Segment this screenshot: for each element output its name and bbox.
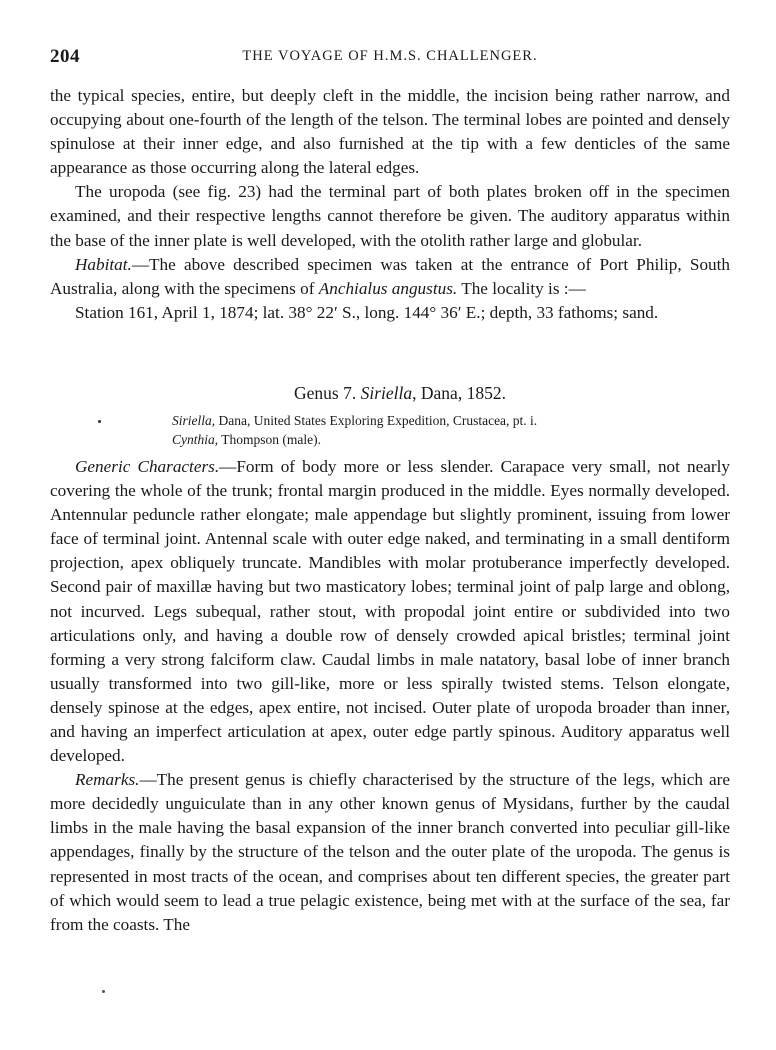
generic-characters-label: Generic Characters. — [75, 456, 220, 476]
paragraph-telson-continuation: the typical species, entire, but deeply cleft in the middle, the incision being rather narrow, and occupying about one-fourth of the length of the telson. The terminal lobes are pointed and densely spinulose at their inner edge, and also furnished at the tip with a few denticles of the same appearance as those occurring along the lateral edges. — [50, 86, 730, 178]
page-number: 204 — [50, 46, 80, 67]
page-header — [50, 46, 730, 70]
genus-prefix: Genus 7. — [294, 382, 361, 403]
synonym-entry — [172, 411, 730, 430]
habitat-text-b: The locality is :— — [457, 278, 586, 298]
paragraph-station: Station 161, April 1, 1874; lat. 38° 22′ S., long. 144° 36′ E.; depth, 33 fathoms; sand. — [75, 302, 659, 322]
paragraph-uropoda: The uropoda (see fig. 23) had the terminal part of both plates broken off in the specimen examined, and their respective lengths cannot therefore be given. The auditory apparatus within the base of the inner plate is well developed, with the otolith rather large and globular. — [50, 182, 730, 250]
habitat-label: Habitat. — [75, 254, 132, 274]
habitat-text-a: —The above described specimen was taken at the entrance of Port Philip, South Australia, along with the specimens of — [50, 254, 730, 298]
synonym-reference: , Dana, United States Exploring Expedition, Crustacea, pt. i. — [211, 412, 538, 428]
remarks-label: Remarks. — [75, 770, 140, 790]
synonym-entry — [172, 430, 730, 449]
genus-name: Siriella — [360, 382, 413, 403]
page-body — [50, 84, 730, 937]
generic-characters-text: —Form of body more or less slender. Carapace very small, not nearly covering the whole of the trunk; frontal margin produced in the middle. Eyes normally developed. Antennular peduncle rather elongate; male appendage but slightly prominent, issuing from lower face of terminal joint. Antennal scale with outer edge naked, and terminating in a small dentiform projection, apex obliquely truncate. Mandibles with molar protuberance imperfectly developed. Second pair of maxillæ having but two masticatory lobes; terminal joint of palp large and oblong, not incurved. Legs subequal, rather stout, with propodal joint entire or subdivided into two articulations only, and having a double row of densely crowded apical bristles; terminal joint forming a very strong falciform claw. Caudal limbs in male natatory, basal lobe of inner branch usually transformed into two gill-like, more or less spirally twisted stems. Telson elongate, densely spinose at the edges, apex entire, not incised. Outer plate of uropoda broader than inner, and having an imperfect articulation at apex, outer edge partly spinous. Auditory apparatus well developed. — [50, 456, 730, 766]
paragraph-habitat — [50, 253, 730, 301]
synonym-name: Siriella — [172, 412, 212, 428]
synonym-name: Cynthia — [172, 431, 215, 447]
genus-heading — [50, 381, 730, 405]
running-title: THE VOYAGE OF H.M.S. CHALLENGER. — [242, 48, 538, 64]
genus-suffix: , Dana, 1852. — [412, 382, 506, 403]
print-speck — [102, 990, 105, 993]
paragraph-remarks — [50, 768, 730, 937]
paragraph-generic-characters — [50, 455, 730, 768]
remarks-text: —The present genus is chiefly characterised by the structure of the legs, which are more decidedly unguiculate than in any other known genus of Mysidans, further by the caudal limbs in the male having the basal expansion of the inner branch converted into peculiar gill-like appendages, finally by the structure of the telson and the outer plate of the uropoda. The genus is represented in most tracts of the ocean, and comprises about ten different species, the greater part of which would seem to lead a true pelagic existence, being met with at the surface of the sea, far from the coasts. The — [50, 770, 730, 934]
species-name: Anchialus angustus. — [318, 278, 458, 298]
synonym-reference: , Thompson (male). — [214, 431, 321, 447]
synonymy-list — [172, 411, 730, 449]
